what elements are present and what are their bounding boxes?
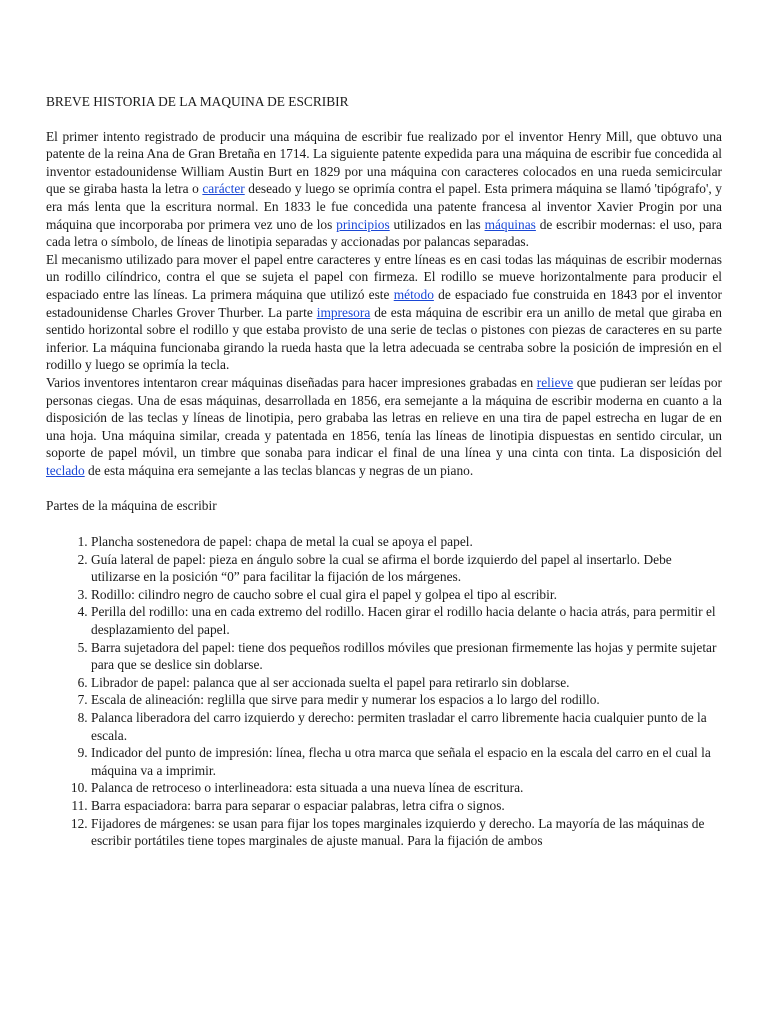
paragraph-1 (46, 128, 722, 251)
parts-list (46, 533, 722, 850)
text: de esta máquina de escribir era un anillo de metal que giraba en sentido horizontal sobre el rodillo y que estaba provisto de una serie de teclas o pistones con piezas de caracteres en su parte inferior. La máquina funcionaba girando la rueda hasta que la letra adecuada se centraba sobre la posición de impresión en el rodillo y luego se oprimía la tecla. (46, 304, 723, 373)
link-impresora[interactable]: impresora (316, 304, 371, 320)
document-title: BREVE HISTORIA DE LA MAQUINA DE ESCRIBIR (46, 94, 349, 109)
list-item: 5. Barra sujetadora del papel: tiene dos pequeños rodillos móviles que presionan firmemente las hojas y permite sujetar para que se deslice sin doblarse. (91, 639, 722, 674)
text: de esta máquina era semejante a las teclas blancas y negras de un piano. (84, 462, 474, 478)
text: de espaciado fue construida en 1843 por el inventor estadounidense Charles Grover Thurber. La parte (46, 286, 722, 320)
paragraph-2 (46, 251, 722, 374)
text: El mecanismo utilizado para mover el papel entre caracteres y entre líneas es en casi todas las máquinas de escribir modernas un rodillo cilíndrico, contra el que se sujeta el papel con firmeza. El rodillo se mueve horizontalmente para producir el espaciado entre las líneas. La primera máquina que utilizó este (46, 251, 722, 302)
list-item: 10. Palanca de retroceso o interlineadora: esta situada a una nueva línea de escritura. (91, 779, 722, 797)
list-item: 8. Palanca liberadora del carro izquierdo y derecho: permiten trasladar el carro libremente hacia cualquier punto de la escala. (91, 709, 722, 744)
text: El primer intento registrado de producir una máquina de escribir fue realizado por el inventor Henry Mill, que obtuvo una patente de la reina Ana de Gran Bretaña en 1714. La siguiente patente expedida para una máquina de escribir fue concedida al inventor estadounidense William Austin Burt en 1829 por una máquina con caracteres colocados en una rueda semicircular que se giraba hasta la letra o (46, 128, 722, 197)
link-maquinas[interactable]: máquinas (484, 216, 536, 232)
list-item: 1. Plancha sostenedora de papel: chapa de metal la cual se apoya el papel. (91, 533, 722, 551)
text: que pudieran ser leídas por personas ciegas. Una de esas máquinas, desarrollada en 1856, era semejante a la máquina de escribir moderna en cuanto a la disposición de las teclas y líneas de linotipia, pero grababa las letras en relieve en una tira de papel estrecha en lugar de en una hoja. Una máquina similar, creada y patentada en 1856, tenía las líneas de linotipia dispuestas en sentido circular, un soporte de papel móvil, un timbre que sonaba para indicar el final de una línea y una cinta con tinta. La disposición del (46, 374, 722, 461)
list-item: 11. Barra espaciadora: barra para separar o espaciar palabras, letra cifra o signos. (91, 797, 722, 815)
link-teclado[interactable]: teclado (46, 462, 85, 478)
text: de escribir modernas: el uso, para cada letra o símbolo, de líneas de linotipia separadas y accionadas por palancas separadas. (46, 216, 723, 250)
link-metodo[interactable]: método (393, 286, 434, 302)
text: Varios inventores intentaron crear máquinas diseñadas para hacer impresiones grabadas en (46, 374, 537, 390)
list-item: 7. Escala de alineación: reglilla que sirve para medir y numerar los espacios a lo largo del rodillo. (91, 691, 722, 709)
section-subtitle: Partes de la máquina de escribir (46, 498, 217, 514)
list-item: 6. Librador de papel: palanca que al ser accionada suelta el papel para retirarlo sin doblarse. (91, 674, 722, 692)
text: deseado y luego se oprimía contra el papel. Esta primera máquina se llamó 'tipógrafo', y era más lenta que la escritura normal. En 1833 le fue concedida una patente francesa al inventor Xavier Progin por una máquina que incorporaba por primera vez uno de los (46, 181, 722, 232)
document-page (46, 93, 722, 850)
list-item: 4. Perilla del rodillo: una en cada extremo del rodillo. Hacen girar el rodillo hacia delante o hacia atrás, para permitir el desplazamiento del papel. (91, 603, 722, 638)
link-caracter[interactable]: carácter (202, 181, 245, 197)
paragraph-3 (46, 374, 722, 480)
link-principios[interactable]: principios (336, 216, 390, 232)
list-item: 9. Indicador del punto de impresión: línea, flecha u otra marca que señala el espacio en la escala del carro en el cual la máquina va a imprimir. (91, 744, 722, 779)
list-item: 3. Rodillo: cilindro negro de caucho sobre el cual gira el papel y golpea el tipo al escribir. (91, 586, 722, 604)
list-item: 2. Guía lateral de papel: pieza en ángulo sobre la cual se afirma el borde izquierdo del papel al insertarlo. Debe utilizarse en la posición “0” para facilitar la fijación de los márgenes. (91, 551, 722, 586)
text: utilizados en las (389, 216, 485, 232)
link-relieve[interactable]: relieve (536, 374, 574, 390)
list-item: 12. Fijadores de márgenes: se usan para fijar los topes marginales izquierdo y derecho. La mayoría de las máquinas de escribir portátiles tiene topes marginales de ajuste manual. Para la fijación de ambos (91, 815, 722, 850)
